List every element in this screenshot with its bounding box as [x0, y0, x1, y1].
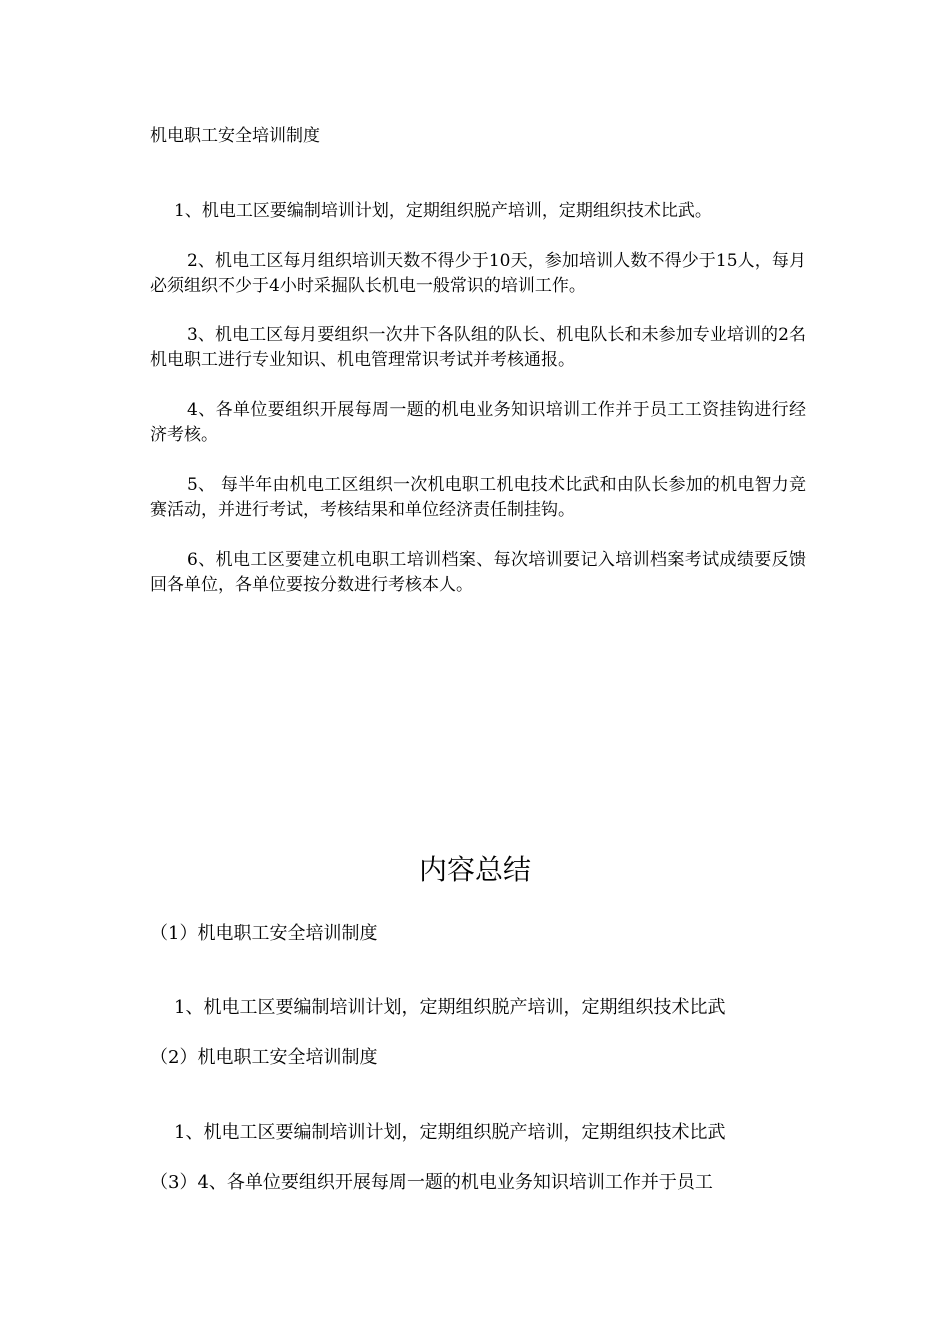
summary-entry-2-body: 1、机电工区要编制培训计划，定期组织脱产培训，定期组织技术比武: [174, 1122, 726, 1143]
rule-item-2: 2、机电工区每月组织培训天数不得少于10天，参加培训人数不得少于15人，每月必须组织不少于4小时采掘队长机电一般常识的培训工作。: [150, 251, 806, 296]
summary-entry-2-label: （2）机电职工安全培训制度: [150, 1047, 378, 1068]
rule-item-1: 1、机电工区要编制培训计划，定期组织脱产培训，定期组织技术比武。: [174, 201, 712, 221]
summary-entry-3-label: （3）4、各单位要组织开展每周一题的机电业务知识培训工作并于员工: [150, 1172, 713, 1193]
rule-item-5: 5、 每半年由机电工区组织一次机电职工机电技术比武和由队长参加的机电智力竞赛活动，并进行考试，考核结果和单位经济责任制挂钩。: [150, 475, 806, 520]
rule-item-6: 6、机电工区要建立机电职工培训档案、每次培训要记入培训档案考试成绩要反馈回各单位，各单位要按分数进行考核本人。: [150, 550, 806, 595]
summary-heading: 内容总结: [418, 853, 531, 886]
rule-item-4: 4、各单位要组织开展每周一题的机电业务知识培训工作并于员工工资挂钩进行经济考核。: [150, 400, 806, 445]
rule-item-3: 3、机电工区每月要组织一次井下各队组的队长、机电队长和未参加专业培训的2名机电职工进行专业知识、机电管理常识考试并考核通报。: [150, 325, 806, 370]
summary-entry-1-label: （1）机电职工安全培训制度: [150, 923, 378, 944]
document-title: 机电职工安全培训制度: [150, 126, 320, 146]
summary-entry-1-body: 1、机电工区要编制培训计划，定期组织脱产培训，定期组织技术比武: [174, 997, 726, 1018]
